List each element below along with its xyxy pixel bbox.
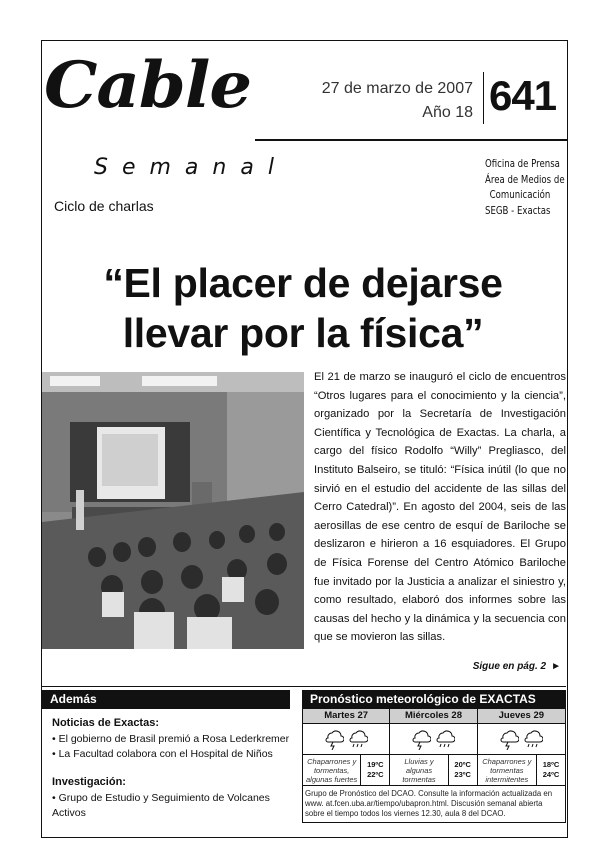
continue-link[interactable] [473,661,561,672]
weather-desc: Chaparrones y tormentas intermitentes [478,755,537,785]
issue-year: Año 18 [422,104,473,121]
office-item: Oficina de Prensa [485,157,560,170]
weather-title: Pronóstico meteorológico de EXACTAS [302,690,566,709]
headline: “El placer de dejarse llevar por la física” [103,260,503,356]
ademas-item[interactable]: • La Facultad colabora con el Hospital de Niños [52,747,290,762]
weather-box [302,690,566,832]
logo-cable: Cable [44,48,252,123]
weather-day [390,709,477,785]
lecture-hall-photo [42,372,304,649]
temp-min: 23ºC [454,770,471,779]
bottom-rule [42,686,566,687]
weather-day-name: Miércoles 28 [390,709,476,724]
issue-number: 641 [489,72,557,119]
weather-day-name: Jueves 29 [478,709,565,724]
office-item: Área de Medios de Comunicación [485,172,565,201]
office-item: SEGB - Exactas [485,203,551,217]
temp-max: 18ºC [542,760,560,769]
ademas-heading: Noticias de Exactas: [52,717,159,729]
ademas-list [52,732,290,762]
arrow-right-icon: ► [551,661,561,672]
weather-desc: Lluvias y algunas tormentas [390,755,448,785]
temp-max: 19ºC [367,760,384,769]
issue-separator [483,72,484,124]
issue-date: 27 de marzo de 2007 [321,80,473,97]
weather-day [478,709,565,785]
ademas-box [42,690,290,832]
weather-desc: Chaparrones y tormentas, algunas fuertes [303,755,361,785]
ademas-item[interactable]: • Grupo de Estudio y Seguimiento de Volcanes Activos [52,791,290,821]
continue-text: Sigue en pág. 2 [472,661,547,672]
logo-semanal: Semanal [94,155,288,180]
rain-cloud-icon [523,728,543,750]
storm-cloud-icon [324,728,344,750]
ademas-list [52,791,290,821]
article-body: El 21 de marzo se inauguró el ciclo de encuentros “Otros lugares para el conocimiento y la ciencia”, organizado por la Secretaría de Investigación Científica y Tecnológica de Exactas. La charla, a cargo del físico Rodolfo “Willy” Pregliasco, del Instituto Balseiro, se tituló: “Física inútil (lo que no sirvió en el estudio del accidente de las sillas del Cerro Catedral)”. En agosto del 2004, seis de las aerosillas de ese centro de esquí de Bariloche se deslizaron e hirieron a 16 esquiadores. El Grupo de Física Forense del Centro Atómico Bariloche fue invitado por la Justicia a analizar el siniestro y, como resultado, elaboró dos informes sobre las causas del hecho y la dinámica y la secuencia con que se movieron las sillas. [314,371,566,644]
storm-cloud-icon [499,728,519,750]
ademas-heading: Investigación: [52,776,126,788]
offices-list [485,156,571,218]
ademas-item[interactable]: • El gobierno de Brasil premió a Rosa Lederkremer [52,732,290,747]
weather-grid [302,709,566,786]
temp-max: 20ºC [454,760,471,769]
masthead-rule [255,139,567,141]
weather-day [303,709,390,785]
rain-cloud-icon [348,728,368,750]
storm-cloud-icon [411,728,431,750]
weather-note: Grupo de Pronóstico del DCAO. Consulte la información actualizada en www. at.fcen.uba.ar/tiempo/ubapron.html. Discusión semanal abierta sobre el tiempo todos los viernes 12.30, aula 8 del DCAO. [302,786,566,823]
section-label: Ciclo de charlas [54,198,154,214]
temp-min: 24ºC [542,770,560,779]
rain-cloud-icon [435,728,455,750]
ademas-title: Además [42,690,290,709]
temp-min: 22ºC [367,770,384,779]
weather-day-name: Martes 27 [303,709,389,724]
